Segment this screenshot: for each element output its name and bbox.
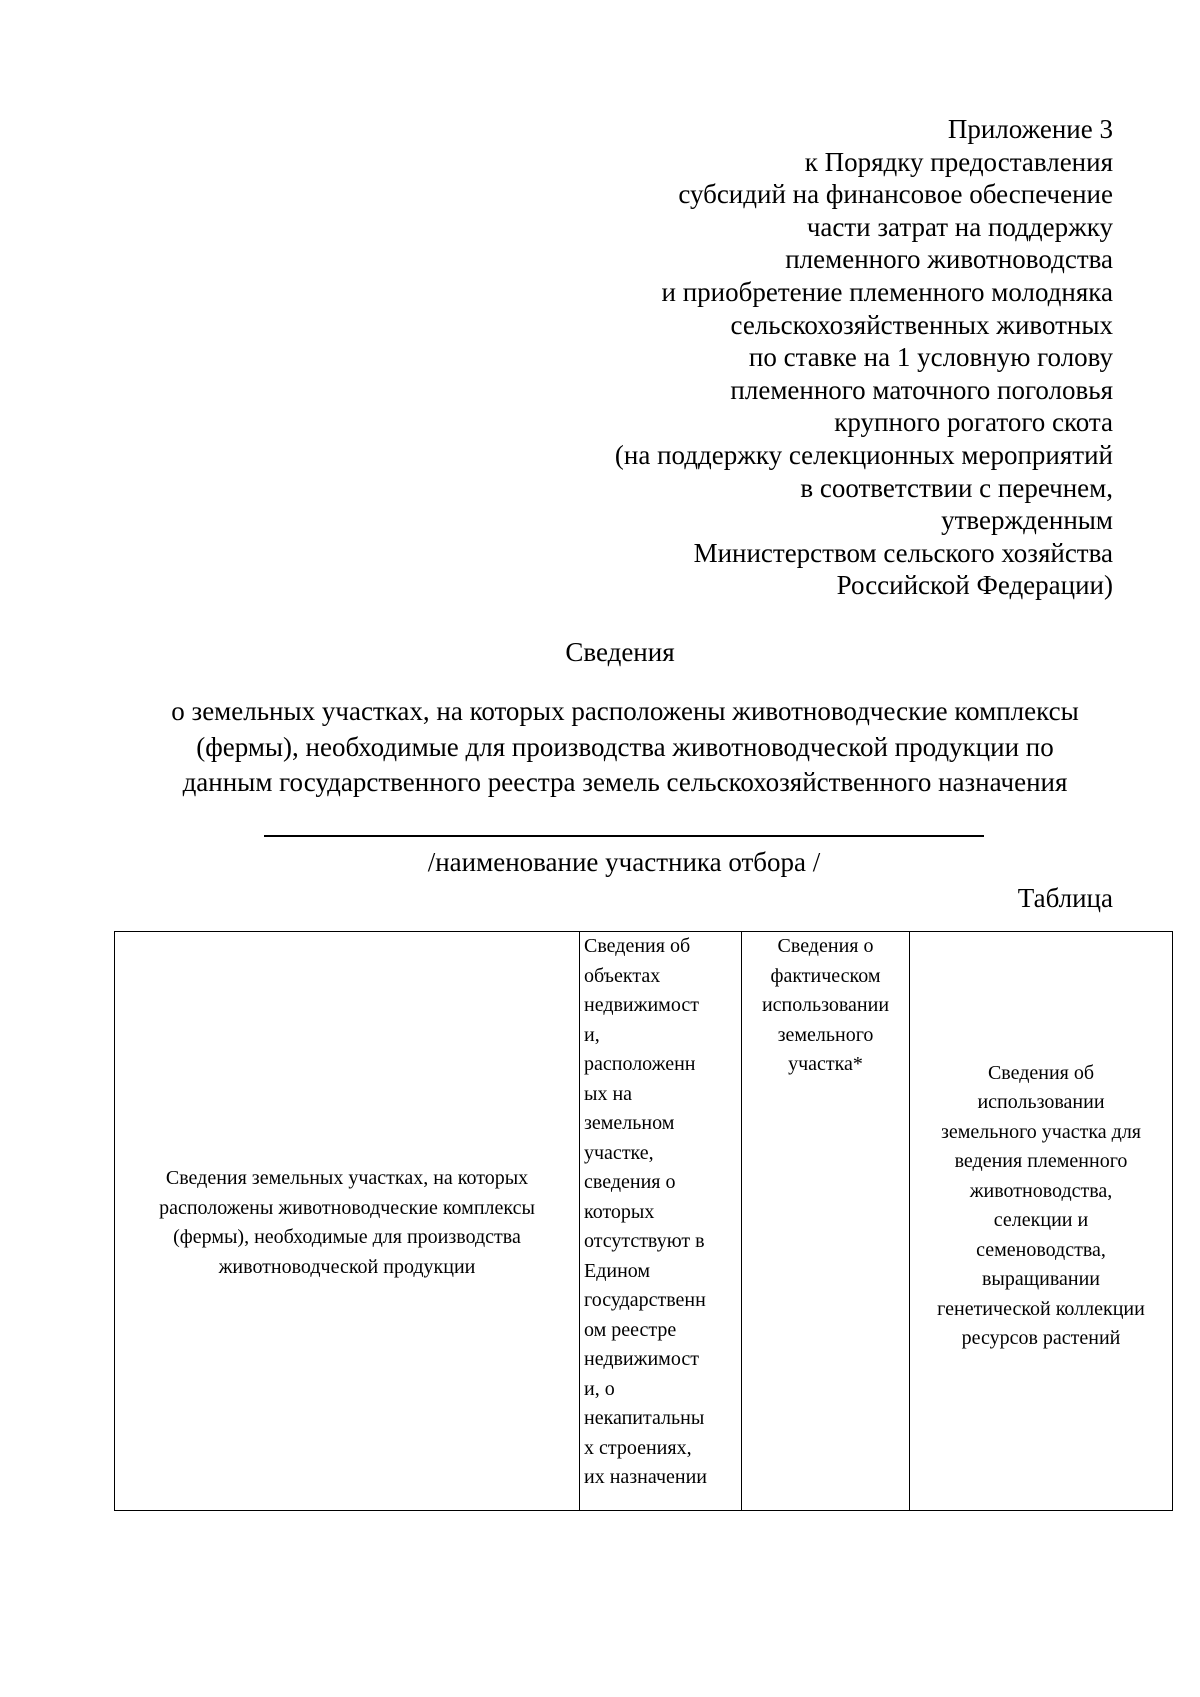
appendix-line: Министерством сельского хозяйства bbox=[693, 537, 1113, 568]
appendix-line: в соответствии с перечнем, bbox=[800, 472, 1113, 503]
header-line: недвижимост bbox=[584, 994, 699, 1016]
header-line: х строениях, bbox=[584, 1436, 692, 1459]
table-label: Таблица bbox=[1017, 883, 1113, 913]
header-line: ых на bbox=[584, 1082, 633, 1105]
header-line: селекции и bbox=[993, 1209, 1089, 1231]
header-line: государственн bbox=[584, 1289, 706, 1311]
header-line: земельном bbox=[584, 1112, 675, 1134]
header-line: объектах bbox=[584, 964, 661, 987]
subtitle-line: (фермы), необходимые для производства животноводческой продукции по bbox=[196, 731, 1054, 762]
appendix-line: крупного рогатого скота bbox=[834, 407, 1113, 438]
appendix-line: части затрат на поддержку bbox=[806, 211, 1113, 242]
header-line: животноводства, bbox=[969, 1179, 1113, 1202]
header-cell-land-plots bbox=[115, 932, 580, 1511]
header-line: Сведения о bbox=[777, 935, 874, 957]
header-line: отсутствуют в bbox=[584, 1230, 705, 1252]
header-line: Сведения об bbox=[987, 1061, 1095, 1084]
participant-name-blank bbox=[264, 835, 984, 837]
header-line: использовании bbox=[977, 1091, 1105, 1113]
appendix-line: Приложение 3 bbox=[947, 114, 1113, 144]
table-header-row bbox=[115, 932, 1173, 1511]
header-line: ресурсов растений bbox=[961, 1327, 1121, 1349]
participant-name-caption: /наименование участника отбора / bbox=[427, 847, 821, 877]
appendix-line: утвержденным bbox=[941, 505, 1113, 536]
subtitle-line: данным государственного реестра земель сельскохозяйственного назначения bbox=[182, 767, 1068, 797]
header-line: (фермы), необходимые для производства bbox=[173, 1226, 521, 1248]
appendix-line: (на поддержку селекционных мероприятий bbox=[614, 439, 1113, 470]
header-line: генетической коллекции bbox=[937, 1297, 1145, 1320]
header-line: расположенн bbox=[584, 1053, 696, 1075]
header-line: использовании bbox=[761, 994, 890, 1016]
appendix-line: по ставке на 1 условную голову bbox=[748, 342, 1113, 373]
header-line: семеноводства, bbox=[976, 1238, 1106, 1261]
header-line: участка* bbox=[788, 1053, 863, 1075]
header-line: земельного bbox=[777, 1023, 874, 1046]
header-line: Сведения земельных участках, на которых bbox=[165, 1167, 529, 1189]
header-line: расположены животноводческие комплексы bbox=[159, 1196, 535, 1219]
appendix-line: к Порядку предоставления bbox=[804, 146, 1113, 177]
header-line: их назначении bbox=[584, 1466, 708, 1488]
appendix-line: племенного животноводства bbox=[785, 244, 1113, 275]
header-line: животноводческой продукции bbox=[218, 1255, 476, 1278]
header-line: и, о bbox=[584, 1377, 615, 1400]
header-line: которых bbox=[584, 1200, 655, 1223]
appendix-line: субсидий на финансовое обеспечение bbox=[678, 179, 1113, 210]
header-line: и, bbox=[584, 1023, 600, 1046]
header-line: сведения о bbox=[584, 1171, 676, 1193]
header-cell-actual-use bbox=[742, 932, 910, 1511]
header-line: земельного участка для bbox=[940, 1120, 1142, 1143]
header-line: участке, bbox=[584, 1141, 654, 1164]
document-title: Сведения bbox=[565, 637, 675, 667]
document-subtitle bbox=[120, 694, 1130, 801]
header-cell-breeding-use bbox=[910, 932, 1173, 1511]
land-plots-table bbox=[114, 931, 1173, 1511]
appendix-line: сельскохозяйственных животных bbox=[730, 309, 1113, 340]
appendix-note bbox=[513, 113, 1113, 602]
header-line: ом реестре bbox=[584, 1318, 677, 1341]
appendix-line: Российской Федерации) bbox=[836, 570, 1113, 601]
subtitle-line: о земельных участках, на которых расположены животноводческие комплексы bbox=[171, 696, 1079, 726]
header-line: Едином bbox=[584, 1259, 651, 1282]
header-line: некапитальны bbox=[584, 1407, 705, 1429]
appendix-line: и приобретение племенного молодняка bbox=[661, 276, 1113, 307]
header-line: ведения племенного bbox=[954, 1150, 1128, 1172]
header-line: выращивании bbox=[981, 1268, 1101, 1290]
header-line: недвижимост bbox=[584, 1348, 699, 1370]
appendix-line: племенного маточного поголовья bbox=[730, 374, 1113, 405]
header-cell-real-estate bbox=[580, 932, 742, 1511]
header-line: фактическом bbox=[770, 964, 881, 987]
header-line: Сведения об bbox=[584, 935, 691, 957]
